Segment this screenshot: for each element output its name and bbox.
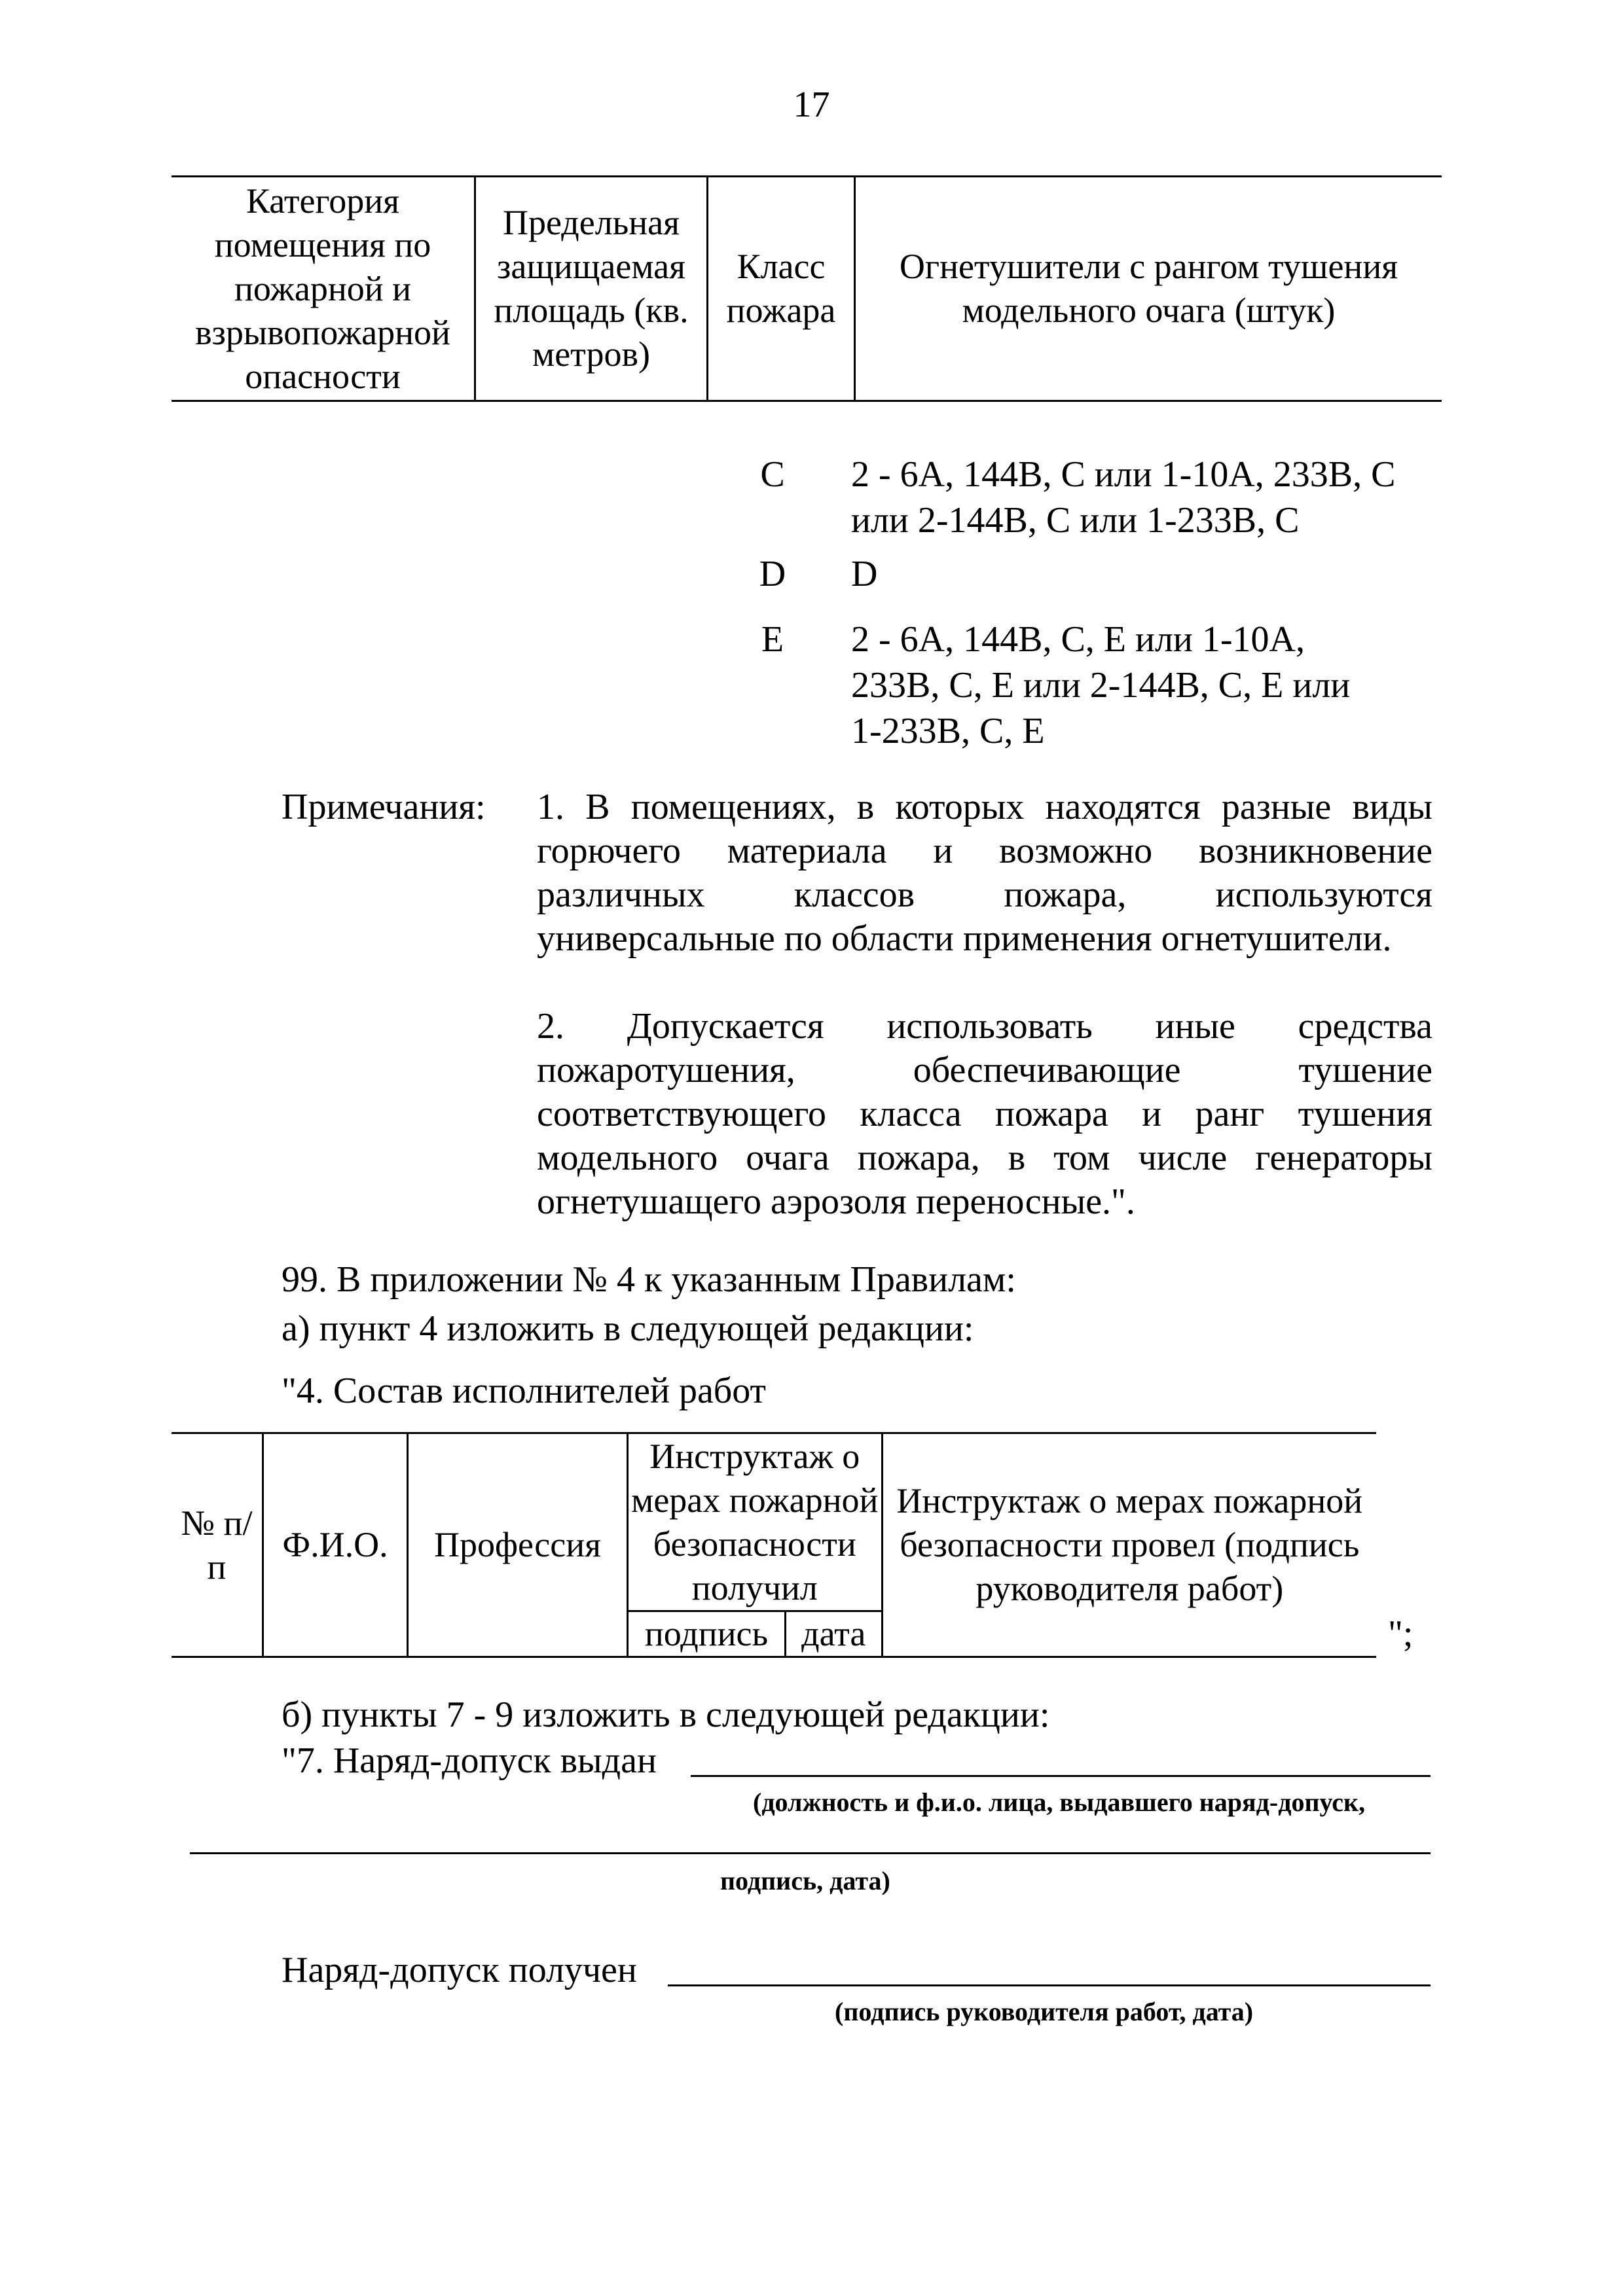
issued-by-caption-2: подпись, дата)	[720, 1866, 890, 1895]
note-2: 2. Допускается использовать иные средства пожаротушения, обеспечивающие тушение соответствующего класса пожара и ранг тушения модельного очага пожара, в том числе генераторы огнетушащего аэрозоля переносные.".	[537, 1006, 1432, 1222]
header-area: Предельная защищаемая площадь (кв. метров)	[475, 177, 708, 401]
class-row-letter: D	[759, 554, 786, 594]
paragraph-a: а) пункт 4 изложить в следующей редакции:	[282, 1308, 974, 1349]
class-row-letter: E	[761, 619, 784, 660]
issued-by-caption: (должность и ф.и.о. лица, выдавшего наряд-допуск,	[753, 1787, 1366, 1817]
class-row-line: 1-233В, С, Е	[851, 711, 1045, 751]
notes-label: Примечания:	[282, 787, 486, 827]
class-row-line: 2 - 6А, 144В, С или 1-10А, 233В, С	[851, 454, 1396, 495]
received-by-line	[668, 1984, 1431, 1986]
col-profession: Профессия	[408, 1433, 628, 1657]
paragraph-4-title: "4. Состав исполнителей работ	[282, 1371, 767, 1411]
sub-signature: подпись	[628, 1611, 786, 1657]
sub-date: дата	[786, 1611, 883, 1657]
issued-by-line-2	[190, 1852, 1431, 1854]
received-by-caption: (подпись руководителя работ, дата)	[835, 1997, 1254, 2026]
class-row-letter: C	[760, 454, 785, 495]
table-end-mark: ";	[1388, 1613, 1413, 1654]
class-row-line: D	[851, 554, 878, 594]
col-instruction-conducted: Инструктаж о мерах пожарной безопасности провел (подпись руководителя работ)	[882, 1433, 1376, 1657]
workers-table	[172, 1432, 1376, 1658]
header-extinguishers: Огнетушители с рангом тушения модельного очага (штук)	[855, 177, 1442, 401]
fire-extinguisher-table-header	[172, 175, 1442, 402]
note-1: 1. В помещениях, в которых находятся разные виды горючего материала и возможно возникновение различных классов пожара, используются универсальные по области применения огнетушители.	[537, 787, 1432, 959]
col-fio: Ф.И.О.	[263, 1433, 408, 1657]
class-row-text	[851, 617, 1440, 754]
paragraph-7: "7. Наряд-допуск выдан	[282, 1740, 657, 1781]
paragraph-b: б) пункты 7 - 9 изложить в следующей редакции:	[282, 1695, 1050, 1735]
class-row-text	[851, 551, 1440, 597]
col-number: № п/п	[181, 1503, 253, 1587]
class-row-line: или 2-144В, С или 1-233В, С	[851, 500, 1300, 541]
class-row-line: 233В, С, Е или 2-144В, С, Е или	[851, 665, 1351, 706]
header-class: Класс пожара	[708, 177, 855, 401]
col-instruction-received: Инструктаж о мерах пожарной безопасности получил	[628, 1433, 883, 1611]
class-row-line: 2 - 6А, 144В, С, Е или 1-10А,	[851, 619, 1305, 660]
issued-by-line	[691, 1775, 1431, 1777]
page-number: 17	[793, 84, 830, 125]
paragraph-99: 99. В приложении № 4 к указанным Правилам:	[282, 1259, 1016, 1300]
header-category: Категория помещения по пожарной и взрывопожарной опасности	[195, 181, 450, 396]
class-row-text	[851, 452, 1440, 543]
paragraph-received: Наряд-допуск получен	[282, 1950, 637, 1990]
